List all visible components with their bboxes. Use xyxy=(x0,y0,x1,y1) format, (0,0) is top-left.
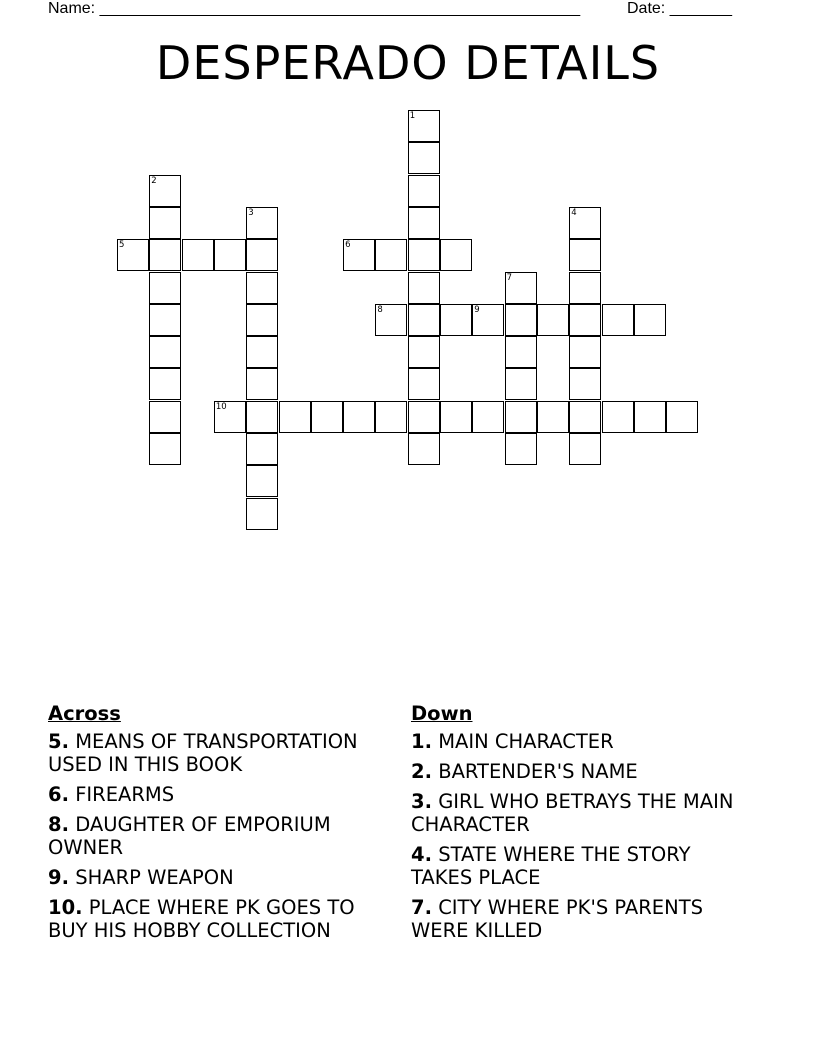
cell-number: 9 xyxy=(474,304,480,315)
grid-cell[interactable] xyxy=(279,401,311,433)
grid-cell[interactable] xyxy=(149,239,181,271)
grid-cell[interactable] xyxy=(214,401,246,433)
cell-number: 10 xyxy=(215,401,227,412)
across-clues xyxy=(48,702,388,949)
grid-cell[interactable] xyxy=(246,498,278,530)
grid-cell[interactable] xyxy=(375,304,407,336)
clue-text: MEANS OF TRANSPORTATION USED IN THIS BOOK xyxy=(48,730,358,776)
clue-text: DAUGHTER OF EMPORIUM OWNER xyxy=(48,813,331,859)
grid-cell[interactable] xyxy=(569,336,601,368)
grid-cell[interactable] xyxy=(149,304,181,336)
across-clue xyxy=(48,896,388,942)
grid-cell[interactable] xyxy=(505,368,537,400)
grid-cell[interactable] xyxy=(246,401,278,433)
grid-cell[interactable] xyxy=(246,465,278,497)
grid-cell[interactable] xyxy=(408,433,440,465)
clue-text: GIRL WHO BETRAYS THE MAIN CHARACTER xyxy=(411,790,734,836)
grid-cell[interactable] xyxy=(311,401,343,433)
grid-cell[interactable] xyxy=(343,401,375,433)
grid-cell[interactable] xyxy=(408,272,440,304)
grid-cell[interactable] xyxy=(375,401,407,433)
grid-cell[interactable] xyxy=(537,401,569,433)
grid-cell[interactable] xyxy=(472,304,504,336)
grid-cell[interactable] xyxy=(182,239,214,271)
grid-cell[interactable] xyxy=(634,401,666,433)
grid-cell[interactable] xyxy=(149,207,181,239)
grid-cell[interactable] xyxy=(246,368,278,400)
grid-cell[interactable] xyxy=(472,401,504,433)
grid-cell[interactable] xyxy=(505,304,537,336)
across-heading: Across xyxy=(48,702,121,725)
grid-cell[interactable] xyxy=(569,368,601,400)
clue-number: 1. xyxy=(411,730,432,753)
down-clue xyxy=(411,760,751,783)
down-clue xyxy=(411,730,751,753)
grid-cell[interactable] xyxy=(149,433,181,465)
clue-number: 8. xyxy=(48,813,69,836)
grid-cell[interactable] xyxy=(602,401,634,433)
grid-cell[interactable] xyxy=(214,239,246,271)
cell-number: 4 xyxy=(571,207,577,218)
grid-cell[interactable] xyxy=(149,401,181,433)
clue-number: 5. xyxy=(48,730,69,753)
cell-number: 5 xyxy=(119,240,125,251)
grid-cell[interactable] xyxy=(569,239,601,271)
grid-cell[interactable] xyxy=(537,304,569,336)
grid-cell[interactable] xyxy=(149,272,181,304)
grid-cell[interactable] xyxy=(408,336,440,368)
grid-cell[interactable] xyxy=(343,239,375,271)
grid-cell[interactable] xyxy=(569,304,601,336)
grid-cell[interactable] xyxy=(666,401,698,433)
clue-text: STATE WHERE THE STORY TAKES PLACE xyxy=(411,843,691,889)
grid-cell[interactable] xyxy=(505,272,537,304)
clue-number: 10. xyxy=(48,896,83,919)
cell-number: 8 xyxy=(377,304,383,315)
cell-number: 3 xyxy=(248,207,254,218)
grid-cell[interactable] xyxy=(408,401,440,433)
grid-cell[interactable] xyxy=(569,207,601,239)
clue-number: 3. xyxy=(411,790,432,813)
grid-cell[interactable] xyxy=(408,207,440,239)
clue-text: CITY WHERE PK'S PARENTS WERE KILLED xyxy=(411,896,703,942)
page-title: DESPERADO DETAILS xyxy=(155,36,661,90)
across-clue xyxy=(48,813,388,859)
grid-cell[interactable] xyxy=(569,433,601,465)
grid-cell[interactable] xyxy=(440,304,472,336)
across-clue xyxy=(48,783,388,806)
grid-cell[interactable] xyxy=(569,401,601,433)
grid-cell[interactable] xyxy=(246,336,278,368)
name-field-label: Name: ______________________________________________________ xyxy=(48,0,581,17)
grid-cell[interactable] xyxy=(408,175,440,207)
grid-cell[interactable] xyxy=(634,304,666,336)
grid-cell[interactable] xyxy=(117,239,149,271)
cell-number: 1 xyxy=(409,111,416,121)
clue-number: 9. xyxy=(48,866,69,889)
grid-cell[interactable] xyxy=(505,401,537,433)
grid-cell[interactable] xyxy=(149,336,181,368)
clue-number: 2. xyxy=(411,760,432,783)
grid-cell[interactable] xyxy=(246,272,278,304)
clue-text: BARTENDER'S NAME xyxy=(438,760,638,783)
grid-cell[interactable] xyxy=(149,368,181,400)
grid-cell[interactable] xyxy=(602,304,634,336)
across-clue xyxy=(48,730,388,776)
grid-cell[interactable] xyxy=(246,304,278,336)
cell-number: 6 xyxy=(345,240,351,251)
across-clue xyxy=(48,866,388,889)
down-heading: Down xyxy=(411,702,473,725)
grid-cell[interactable] xyxy=(505,336,537,368)
clue-number: 4. xyxy=(411,843,432,866)
grid-cell[interactable] xyxy=(408,142,440,174)
date-field-label: Date: _______ xyxy=(627,0,732,17)
grid-cell[interactable] xyxy=(408,239,440,271)
down-clue xyxy=(411,896,751,942)
grid-cell[interactable] xyxy=(246,433,278,465)
clue-text: SHARP WEAPON xyxy=(75,866,234,889)
grid-cell[interactable] xyxy=(246,239,278,271)
grid-cell[interactable] xyxy=(569,272,601,304)
down-clue xyxy=(411,790,751,836)
grid-cell[interactable] xyxy=(246,207,278,239)
down-clues xyxy=(411,702,751,949)
grid-cell[interactable] xyxy=(408,368,440,400)
grid-cell[interactable] xyxy=(440,239,472,271)
grid-cell[interactable] xyxy=(149,175,181,207)
cell-number: 2 xyxy=(151,175,157,186)
down-clue xyxy=(411,843,751,889)
grid-cell[interactable] xyxy=(375,239,407,271)
clue-text: MAIN CHARACTER xyxy=(438,730,614,753)
grid-cell[interactable] xyxy=(408,304,440,336)
clue-text: FIREARMS xyxy=(75,783,175,806)
clue-number: 6. xyxy=(48,783,69,806)
grid-cell[interactable] xyxy=(505,433,537,465)
clue-number: 7. xyxy=(411,896,432,919)
grid-cell[interactable] xyxy=(440,401,472,433)
clue-text: PLACE WHERE PK GOES TO BUY HIS HOBBY COLLECTION xyxy=(48,896,355,942)
cell-number: 7 xyxy=(506,272,513,283)
grid-cell[interactable] xyxy=(408,110,440,142)
